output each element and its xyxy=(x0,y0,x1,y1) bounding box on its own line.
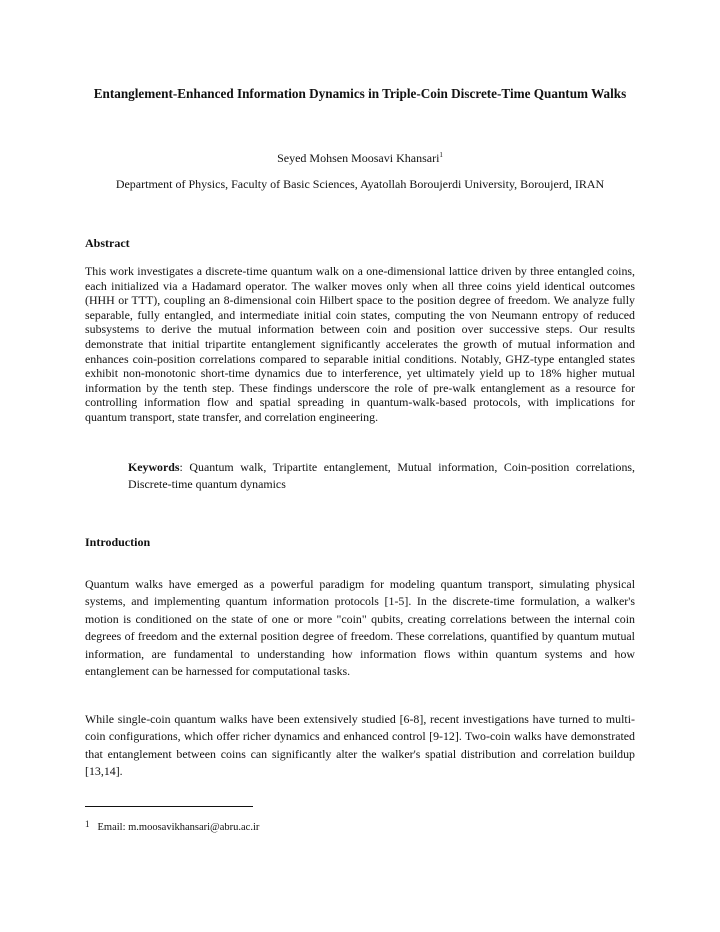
keywords xyxy=(128,459,635,492)
intro-paragraph-1: Quantum walks have emerged as a powerful paradigm for modeling quantum transport, simulating physical systems, and implementing quantum information protocols [1-5]. In the discrete-time formulation, a walker's motion is conditioned on the state of one or more "coin" qubits, creating correlations between the internal coin degrees of freedom and the external position degree of freedom. These correlations, quantified by quantum mutual information, are fundamental to understanding how information flows within quantum systems and how entanglement can be harnessed for computational tasks. xyxy=(85,577,635,679)
paper-title: Entanglement-Enhanced Information Dynamics in Triple-Coin Discrete-Time Quantum Walks xyxy=(93,86,627,101)
author-name: Seyed Mohsen Moosavi Khansari xyxy=(277,151,440,165)
keywords-label: Keywords xyxy=(128,460,180,474)
footnote-email: Email: m.moosavikhansari@abru.ac.ir xyxy=(97,822,260,833)
abstract-text: This work investigates a discrete-time quantum walk on a one-dimensional lattice driven by three entangled coins, each initialized via a Hadamard operator. The walker moves only when all three coins yield identical outcomes (HHH or TTT), coupling an 8-dimensional coin Hilbert space to the position degree of freedom. We analyze fully separable, fully entangled, and intermediate initial coin states, computing the von Neumann entropy of reduced subsystems to derive the mutual information between coin and position over successive steps. Our results demonstrate that initial tripartite entanglement significantly accelerates the growth of mutual information and enhances coin-position correlations compared to separable initial conditions. Notably, GHZ-type entangled states exhibit non-monotonic short-time dynamics due to interference, yet ultimately yield up to 18% higher mutual information by the tenth step. These findings underscore the role of pre-walk entanglement as a resource for controlling information flow and spatial spreading in quantum-walk-based protocols, with implications for quantum transport, state transfer, and correlation engineering. xyxy=(85,264,635,424)
affiliation: Department of Physics, Faculty of Basic Sciences, Ayatollah Boroujerdi University, Boroujerd, IRAN xyxy=(115,177,605,191)
footnote xyxy=(85,817,259,835)
footnote-divider xyxy=(85,806,253,807)
footnote-mark: 1 xyxy=(85,819,90,829)
intro-paragraph-2: While single-coin quantum walks have been extensively studied [6-8], recent investigations have turned to multi-coin configurations, which offer richer dynamics and enhanced control [9-12]. Two-coin walks have demonstrated that entanglement between coins can significantly alter the walker's spatial distribution and correlation buildup [13,14]. xyxy=(85,712,635,779)
author-footnote-mark: 1 xyxy=(439,151,443,159)
introduction-heading: Introduction xyxy=(85,535,151,549)
keywords-text: : Quantum walk, Tripartite entanglement, Mutual information, Coin-position correlations, Discrete-time quantum dynamics xyxy=(128,460,635,491)
author-line xyxy=(85,148,635,166)
abstract-heading: Abstract xyxy=(85,236,130,250)
